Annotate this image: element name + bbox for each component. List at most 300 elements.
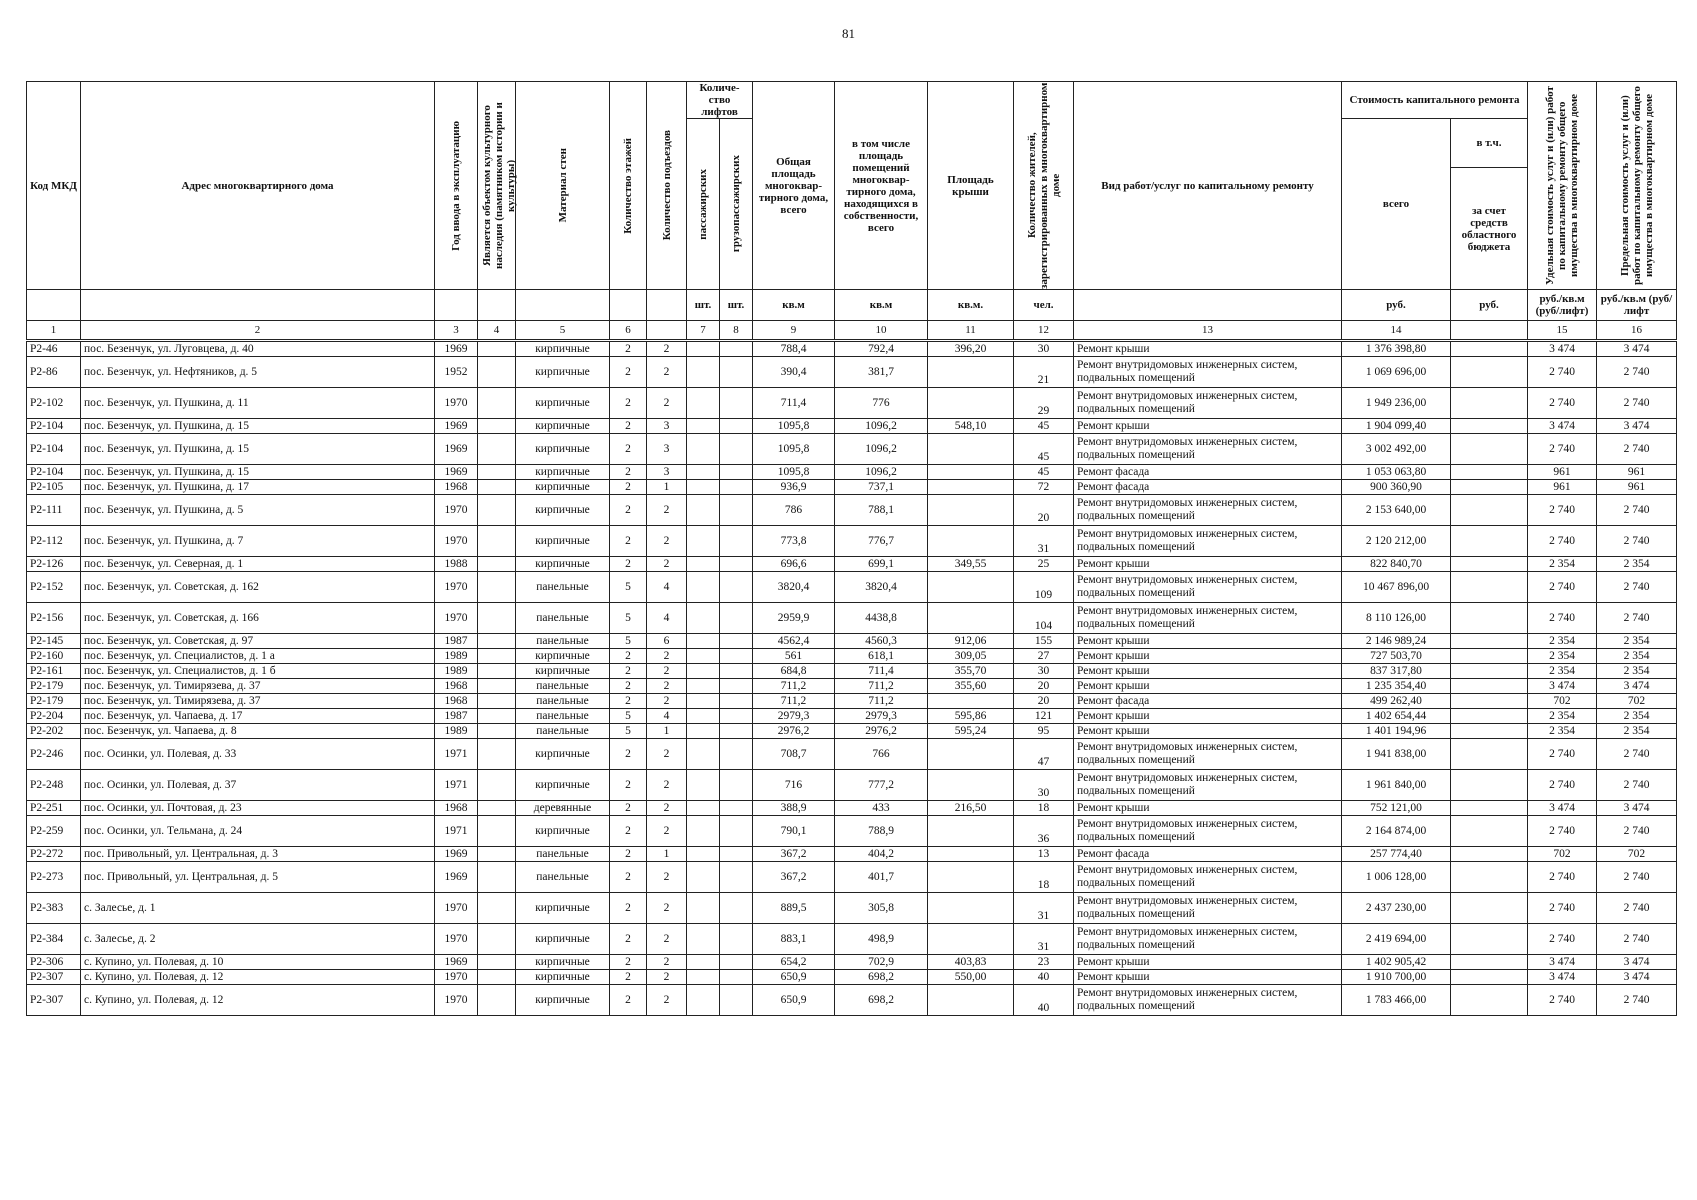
unit-area-owned: кв.м bbox=[835, 290, 928, 321]
cell-address: пос. Безенчук, ул. Специалистов, д. 1 б bbox=[81, 664, 435, 679]
cell-code: Р2-179 bbox=[27, 679, 81, 694]
cell-lifts-passenger bbox=[687, 664, 720, 679]
cell-cost-total: 2 146 989,24 bbox=[1342, 634, 1451, 649]
header-lifts-passenger-text: пассажирских bbox=[697, 168, 709, 240]
cell-heritage bbox=[478, 572, 516, 603]
cell-area-total: 654,2 bbox=[753, 955, 835, 970]
cell-limit-cost: 3 474 bbox=[1597, 679, 1677, 694]
cell-entrances: 2 bbox=[647, 341, 687, 357]
cell-address: пос. Безенчук, ул. Северная, д. 1 bbox=[81, 557, 435, 572]
cell-wall-material: кирпичные bbox=[516, 557, 610, 572]
cell-floors: 2 bbox=[610, 970, 647, 985]
cell-residents: 31 bbox=[1014, 893, 1074, 924]
header-year-text: Год ввода в эксплуатацию bbox=[450, 120, 462, 251]
cell-limit-cost: 2 740 bbox=[1597, 862, 1677, 893]
cell-year: 1970 bbox=[435, 572, 478, 603]
cell-wall-material: кирпичные bbox=[516, 434, 610, 465]
cell-floors: 2 bbox=[610, 847, 647, 862]
header-wall bbox=[516, 82, 610, 290]
header-floors bbox=[610, 82, 647, 290]
cell-lifts-passenger bbox=[687, 955, 720, 970]
cell-code: Р2-383 bbox=[27, 893, 81, 924]
cell-floors: 2 bbox=[610, 480, 647, 495]
table-row bbox=[27, 816, 1677, 847]
cell-area-owned: 3820,4 bbox=[835, 572, 928, 603]
header-address: Адрес многоквартирного дома bbox=[81, 82, 435, 290]
cell-entrances: 4 bbox=[647, 603, 687, 634]
cell-wall-material: кирпичные bbox=[516, 495, 610, 526]
cell-roof-area: 595,24 bbox=[928, 724, 1014, 739]
cell-entrances: 2 bbox=[647, 739, 687, 770]
header-lifts-passenger bbox=[687, 119, 720, 290]
cell-lifts-passenger bbox=[687, 341, 720, 357]
cell-unit-cost: 2 354 bbox=[1528, 709, 1597, 724]
header-lifts: Количе- ство лифтов bbox=[687, 82, 753, 119]
cell-work-type: Ремонт внутридомовых инженерных систем, подвальных помещений bbox=[1074, 526, 1342, 557]
cell-area-owned: 792,4 bbox=[835, 341, 928, 357]
cell-unit-cost: 2 740 bbox=[1528, 603, 1597, 634]
cell-lifts-cargo bbox=[720, 985, 753, 1016]
cell-heritage bbox=[478, 709, 516, 724]
cell-area-total: 1095,8 bbox=[753, 434, 835, 465]
cell-residents: 47 bbox=[1014, 739, 1074, 770]
cell-lifts-cargo bbox=[720, 970, 753, 985]
cell-residents: 25 bbox=[1014, 557, 1074, 572]
cell-address: пос. Безенчук, ул. Пушкина, д. 15 bbox=[81, 465, 435, 480]
table-row bbox=[27, 572, 1677, 603]
cell-cost-budget bbox=[1451, 893, 1528, 924]
cell-entrances: 2 bbox=[647, 664, 687, 679]
cell-roof-area bbox=[928, 465, 1014, 480]
cell-floors: 2 bbox=[610, 526, 647, 557]
cell-year: 1969 bbox=[435, 847, 478, 862]
cell-cost-budget bbox=[1451, 679, 1528, 694]
cell-roof-area bbox=[928, 480, 1014, 495]
cell-limit-cost: 2 354 bbox=[1597, 709, 1677, 724]
unit-code bbox=[27, 290, 81, 321]
cell-address: пос. Безенчук, ул. Нефтяников, д. 5 bbox=[81, 357, 435, 388]
cell-limit-cost: 2 740 bbox=[1597, 526, 1677, 557]
unit-area-total: кв.м bbox=[753, 290, 835, 321]
cell-limit-cost: 961 bbox=[1597, 465, 1677, 480]
cell-address: пос. Безенчук, ул. Специалистов, д. 1 а bbox=[81, 649, 435, 664]
cell-lifts-cargo bbox=[720, 847, 753, 862]
cell-address: пос. Безенчук, ул. Пушкина, д. 15 bbox=[81, 419, 435, 434]
cell-unit-cost: 961 bbox=[1528, 480, 1597, 495]
cell-limit-cost: 3 474 bbox=[1597, 801, 1677, 816]
cell-year: 1968 bbox=[435, 694, 478, 709]
cell-heritage bbox=[478, 557, 516, 572]
cell-address: пос. Безенчук, ул. Луговцева, д. 40 bbox=[81, 341, 435, 357]
cell-heritage bbox=[478, 649, 516, 664]
column-number: 5 bbox=[516, 321, 610, 341]
cell-cost-total: 499 262,40 bbox=[1342, 694, 1451, 709]
cell-year: 1970 bbox=[435, 924, 478, 955]
cell-limit-cost: 3 474 bbox=[1597, 341, 1677, 357]
cell-work-type: Ремонт внутридомовых инженерных систем, подвальных помещений bbox=[1074, 572, 1342, 603]
column-number bbox=[647, 321, 687, 341]
cell-area-owned: 1096,2 bbox=[835, 434, 928, 465]
cell-area-total: 696,6 bbox=[753, 557, 835, 572]
cell-unit-cost: 3 474 bbox=[1528, 801, 1597, 816]
cell-cost-total: 837 317,80 bbox=[1342, 664, 1451, 679]
cell-year: 1987 bbox=[435, 634, 478, 649]
header-work-type: Вид работ/услуг по капитальному ремонту bbox=[1074, 82, 1342, 290]
cell-heritage bbox=[478, 495, 516, 526]
cell-area-owned: 498,9 bbox=[835, 924, 928, 955]
capital-repair-table-wrap bbox=[26, 81, 1676, 1016]
cell-wall-material: панельные bbox=[516, 862, 610, 893]
cell-lifts-cargo bbox=[720, 557, 753, 572]
cell-lifts-cargo bbox=[720, 724, 753, 739]
cell-roof-area: 349,55 bbox=[928, 557, 1014, 572]
cell-area-total: 2959,9 bbox=[753, 603, 835, 634]
cell-entrances: 1 bbox=[647, 724, 687, 739]
cell-cost-total: 257 774,40 bbox=[1342, 847, 1451, 862]
cell-heritage bbox=[478, 634, 516, 649]
header-floors-text: Количество этажей bbox=[622, 137, 634, 234]
column-number: 15 bbox=[1528, 321, 1597, 341]
cell-lifts-passenger bbox=[687, 526, 720, 557]
column-number: 11 bbox=[928, 321, 1014, 341]
cell-lifts-passenger bbox=[687, 388, 720, 419]
cell-area-owned: 698,2 bbox=[835, 985, 928, 1016]
cell-cost-budget bbox=[1451, 649, 1528, 664]
cell-year: 1970 bbox=[435, 388, 478, 419]
cell-work-type: Ремонт внутридомовых инженерных систем, подвальных помещений bbox=[1074, 770, 1342, 801]
cell-address: пос. Безенчук, ул. Пушкина, д. 15 bbox=[81, 434, 435, 465]
cell-address: пос. Безенчук, ул. Пушкина, д. 7 bbox=[81, 526, 435, 557]
cell-heritage bbox=[478, 970, 516, 985]
cell-area-owned: 2979,3 bbox=[835, 709, 928, 724]
unit-cost-total: руб. bbox=[1342, 290, 1451, 321]
cell-year: 1969 bbox=[435, 465, 478, 480]
cell-year: 1952 bbox=[435, 357, 478, 388]
cell-area-owned: 788,1 bbox=[835, 495, 928, 526]
cell-code: Р2-251 bbox=[27, 801, 81, 816]
cell-roof-area bbox=[928, 862, 1014, 893]
cell-work-type: Ремонт внутридомовых инженерных систем, подвальных помещений bbox=[1074, 357, 1342, 388]
cell-cost-budget bbox=[1451, 572, 1528, 603]
cell-residents: 121 bbox=[1014, 709, 1074, 724]
cell-lifts-passenger bbox=[687, 357, 720, 388]
cell-area-total: 889,5 bbox=[753, 893, 835, 924]
cell-code: Р2-104 bbox=[27, 434, 81, 465]
cell-lifts-passenger bbox=[687, 724, 720, 739]
cell-work-type: Ремонт фасада bbox=[1074, 847, 1342, 862]
cell-work-type: Ремонт крыши bbox=[1074, 970, 1342, 985]
cell-cost-budget bbox=[1451, 847, 1528, 862]
cell-area-total: 367,2 bbox=[753, 847, 835, 862]
cell-unit-cost: 2 740 bbox=[1528, 893, 1597, 924]
cell-lifts-cargo bbox=[720, 388, 753, 419]
cell-unit-cost: 961 bbox=[1528, 465, 1597, 480]
header-area-total: Общая площадь многоквар- тирного дома, всего bbox=[753, 82, 835, 290]
cell-heritage bbox=[478, 480, 516, 495]
cell-address: пос. Безенчук, ул. Пушкина, д. 11 bbox=[81, 388, 435, 419]
cell-code: Р2-179 bbox=[27, 694, 81, 709]
cell-residents: 40 bbox=[1014, 970, 1074, 985]
capital-repair-table bbox=[26, 81, 1677, 1016]
cell-limit-cost: 2 740 bbox=[1597, 985, 1677, 1016]
cell-unit-cost: 2 740 bbox=[1528, 526, 1597, 557]
cell-cost-budget bbox=[1451, 557, 1528, 572]
cell-code: Р2-86 bbox=[27, 357, 81, 388]
cell-limit-cost: 2 740 bbox=[1597, 739, 1677, 770]
cell-floors: 2 bbox=[610, 664, 647, 679]
header-residents bbox=[1014, 82, 1074, 290]
cell-unit-cost: 3 474 bbox=[1528, 341, 1597, 357]
cell-code: Р2-273 bbox=[27, 862, 81, 893]
cell-lifts-passenger bbox=[687, 770, 720, 801]
header-entrances-text: Количество подъездов bbox=[660, 130, 673, 241]
cell-residents: 30 bbox=[1014, 770, 1074, 801]
cell-work-type: Ремонт крыши bbox=[1074, 679, 1342, 694]
cell-cost-total: 1 402 654,44 bbox=[1342, 709, 1451, 724]
cell-code: Р2-307 bbox=[27, 970, 81, 985]
cell-unit-cost: 2 354 bbox=[1528, 724, 1597, 739]
cell-wall-material: панельные bbox=[516, 603, 610, 634]
cell-roof-area bbox=[928, 572, 1014, 603]
unit-year bbox=[435, 290, 478, 321]
cell-heritage bbox=[478, 434, 516, 465]
cell-work-type: Ремонт фасада bbox=[1074, 480, 1342, 495]
cell-heritage bbox=[478, 893, 516, 924]
cell-area-owned: 776,7 bbox=[835, 526, 928, 557]
unit-roof-area: кв.м. bbox=[928, 290, 1014, 321]
header-roof-area: Площадь крыши bbox=[928, 82, 1014, 290]
cell-lifts-passenger bbox=[687, 739, 720, 770]
header-cost-budget: за счет средств областного бюджета bbox=[1461, 204, 1517, 253]
cell-year: 1989 bbox=[435, 649, 478, 664]
cell-unit-cost: 2 740 bbox=[1528, 924, 1597, 955]
cell-work-type: Ремонт внутридомовых инженерных систем, подвальных помещений bbox=[1074, 985, 1342, 1016]
cell-lifts-passenger bbox=[687, 603, 720, 634]
cell-lifts-cargo bbox=[720, 634, 753, 649]
table-row bbox=[27, 985, 1677, 1016]
cell-area-total: 716 bbox=[753, 770, 835, 801]
cell-cost-total: 727 503,70 bbox=[1342, 649, 1451, 664]
cell-lifts-cargo bbox=[720, 816, 753, 847]
cell-cost-total: 1 961 840,00 bbox=[1342, 770, 1451, 801]
unit-lifts-pass: шт. bbox=[687, 290, 720, 321]
cell-lifts-cargo bbox=[720, 679, 753, 694]
cell-code: Р2-202 bbox=[27, 724, 81, 739]
cell-area-owned: 1096,2 bbox=[835, 465, 928, 480]
header-cost-incl bbox=[1451, 119, 1528, 290]
cell-address: с. Залесье, д. 2 bbox=[81, 924, 435, 955]
cell-roof-area: 403,83 bbox=[928, 955, 1014, 970]
cell-entrances: 2 bbox=[647, 985, 687, 1016]
cell-cost-budget bbox=[1451, 341, 1528, 357]
column-number: 12 bbox=[1014, 321, 1074, 341]
cell-lifts-cargo bbox=[720, 526, 753, 557]
cell-lifts-passenger bbox=[687, 985, 720, 1016]
cell-cost-total: 1 006 128,00 bbox=[1342, 862, 1451, 893]
column-number: 6 bbox=[610, 321, 647, 341]
cell-floors: 2 bbox=[610, 419, 647, 434]
cell-lifts-passenger bbox=[687, 816, 720, 847]
cell-cost-budget bbox=[1451, 357, 1528, 388]
cell-residents: 31 bbox=[1014, 924, 1074, 955]
header-heritage bbox=[478, 82, 516, 290]
cell-wall-material: кирпичные bbox=[516, 526, 610, 557]
cell-area-owned: 618,1 bbox=[835, 649, 928, 664]
table-row bbox=[27, 739, 1677, 770]
cell-entrances: 1 bbox=[647, 847, 687, 862]
cell-area-total: 390,4 bbox=[753, 357, 835, 388]
cell-cost-total: 2 437 230,00 bbox=[1342, 893, 1451, 924]
cell-work-type: Ремонт крыши bbox=[1074, 724, 1342, 739]
cell-floors: 2 bbox=[610, 694, 647, 709]
cell-heritage bbox=[478, 526, 516, 557]
cell-unit-cost: 702 bbox=[1528, 847, 1597, 862]
cell-floors: 2 bbox=[610, 862, 647, 893]
header-entrances bbox=[647, 82, 687, 290]
cell-heritage bbox=[478, 679, 516, 694]
cell-limit-cost: 2 740 bbox=[1597, 495, 1677, 526]
cell-work-type: Ремонт внутридомовых инженерных систем, подвальных помещений bbox=[1074, 739, 1342, 770]
cell-area-total: 711,2 bbox=[753, 679, 835, 694]
cell-unit-cost: 3 474 bbox=[1528, 419, 1597, 434]
cell-lifts-passenger bbox=[687, 893, 720, 924]
cell-area-total: 650,9 bbox=[753, 970, 835, 985]
header-unit-cost bbox=[1528, 82, 1597, 290]
cell-floors: 2 bbox=[610, 985, 647, 1016]
cell-code: Р2-112 bbox=[27, 526, 81, 557]
cell-address: с. Купино, ул. Полевая, д. 10 bbox=[81, 955, 435, 970]
cell-work-type: Ремонт крыши bbox=[1074, 955, 1342, 970]
cell-lifts-passenger bbox=[687, 557, 720, 572]
header-cost-total: всего bbox=[1342, 119, 1451, 290]
cell-code: Р2-104 bbox=[27, 419, 81, 434]
cell-cost-total: 2 419 694,00 bbox=[1342, 924, 1451, 955]
cell-area-owned: 776 bbox=[835, 388, 928, 419]
cell-lifts-cargo bbox=[720, 709, 753, 724]
cell-area-total: 3820,4 bbox=[753, 572, 835, 603]
cell-wall-material: кирпичные bbox=[516, 893, 610, 924]
cell-limit-cost: 2 354 bbox=[1597, 664, 1677, 679]
cell-area-total: 773,8 bbox=[753, 526, 835, 557]
cell-year: 1970 bbox=[435, 495, 478, 526]
table-row bbox=[27, 388, 1677, 419]
cell-year: 1970 bbox=[435, 893, 478, 924]
cell-code: Р2-161 bbox=[27, 664, 81, 679]
cell-entrances: 2 bbox=[647, 495, 687, 526]
cell-area-owned: 404,2 bbox=[835, 847, 928, 862]
cell-cost-budget bbox=[1451, 388, 1528, 419]
cell-address: пос. Безенчук, ул. Пушкина, д. 17 bbox=[81, 480, 435, 495]
cell-wall-material: панельные bbox=[516, 709, 610, 724]
cell-address: пос. Безенчук, ул. Чапаева, д. 17 bbox=[81, 709, 435, 724]
header-cost-incl-label: в т.ч. bbox=[1451, 119, 1527, 168]
column-number: 8 bbox=[720, 321, 753, 341]
cell-code: Р2-46 bbox=[27, 341, 81, 357]
cell-cost-total: 752 121,00 bbox=[1342, 801, 1451, 816]
cell-year: 1968 bbox=[435, 679, 478, 694]
cell-area-total: 790,1 bbox=[753, 816, 835, 847]
cell-code: Р2-152 bbox=[27, 572, 81, 603]
cell-cost-total: 1 904 099,40 bbox=[1342, 419, 1451, 434]
cell-lifts-passenger bbox=[687, 679, 720, 694]
header-code: Код МКД bbox=[27, 82, 81, 290]
cell-work-type: Ремонт крыши bbox=[1074, 649, 1342, 664]
cell-floors: 2 bbox=[610, 465, 647, 480]
cell-unit-cost: 2 740 bbox=[1528, 770, 1597, 801]
header-lifts-cargo-text: грузопассажирских bbox=[730, 155, 742, 253]
cell-lifts-passenger bbox=[687, 495, 720, 526]
cell-area-owned: 777,2 bbox=[835, 770, 928, 801]
cell-residents: 104 bbox=[1014, 603, 1074, 634]
cell-limit-cost: 2 740 bbox=[1597, 893, 1677, 924]
header-year bbox=[435, 82, 478, 290]
cell-work-type: Ремонт внутридомовых инженерных систем, подвальных помещений bbox=[1074, 816, 1342, 847]
cell-floors: 2 bbox=[610, 679, 647, 694]
cell-unit-cost: 2 354 bbox=[1528, 557, 1597, 572]
cell-area-owned: 4438,8 bbox=[835, 603, 928, 634]
cell-lifts-cargo bbox=[720, 649, 753, 664]
cell-roof-area: 355,60 bbox=[928, 679, 1014, 694]
cell-limit-cost: 3 474 bbox=[1597, 970, 1677, 985]
cell-heritage bbox=[478, 388, 516, 419]
cell-entrances: 2 bbox=[647, 694, 687, 709]
cell-wall-material: кирпичные bbox=[516, 739, 610, 770]
cell-year: 1968 bbox=[435, 801, 478, 816]
cell-residents: 30 bbox=[1014, 664, 1074, 679]
cell-limit-cost: 2 740 bbox=[1597, 434, 1677, 465]
cell-unit-cost: 3 474 bbox=[1528, 679, 1597, 694]
cell-year: 1969 bbox=[435, 341, 478, 357]
cell-wall-material: кирпичные bbox=[516, 357, 610, 388]
cell-residents: 20 bbox=[1014, 694, 1074, 709]
cell-area-owned: 711,4 bbox=[835, 664, 928, 679]
cell-cost-budget bbox=[1451, 664, 1528, 679]
cell-area-total: 367,2 bbox=[753, 862, 835, 893]
cell-area-total: 2979,3 bbox=[753, 709, 835, 724]
cell-cost-total: 1 941 838,00 bbox=[1342, 739, 1451, 770]
cell-work-type: Ремонт внутридомовых инженерных систем, подвальных помещений bbox=[1074, 434, 1342, 465]
cell-unit-cost: 702 bbox=[1528, 694, 1597, 709]
cell-cost-total: 2 153 640,00 bbox=[1342, 495, 1451, 526]
cell-limit-cost: 3 474 bbox=[1597, 419, 1677, 434]
cell-year: 1987 bbox=[435, 709, 478, 724]
cell-roof-area: 548,10 bbox=[928, 419, 1014, 434]
cell-wall-material: кирпичные bbox=[516, 341, 610, 357]
cell-entrances: 2 bbox=[647, 649, 687, 664]
cell-wall-material: панельные bbox=[516, 679, 610, 694]
cell-floors: 5 bbox=[610, 572, 647, 603]
cell-residents: 18 bbox=[1014, 801, 1074, 816]
cell-limit-cost: 2 740 bbox=[1597, 357, 1677, 388]
cell-cost-budget bbox=[1451, 434, 1528, 465]
column-number: 1 bbox=[27, 321, 81, 341]
cell-area-owned: 702,9 bbox=[835, 955, 928, 970]
cell-year: 1969 bbox=[435, 955, 478, 970]
cell-lifts-cargo bbox=[720, 694, 753, 709]
cell-wall-material: панельные bbox=[516, 724, 610, 739]
column-number: 10 bbox=[835, 321, 928, 341]
table-row bbox=[27, 970, 1677, 985]
cell-floors: 2 bbox=[610, 893, 647, 924]
cell-lifts-cargo bbox=[720, 862, 753, 893]
cell-cost-total: 3 002 492,00 bbox=[1342, 434, 1451, 465]
cell-limit-cost: 2 354 bbox=[1597, 649, 1677, 664]
cell-code: Р2-160 bbox=[27, 649, 81, 664]
cell-area-owned: 699,1 bbox=[835, 557, 928, 572]
cell-residents: 29 bbox=[1014, 388, 1074, 419]
cell-lifts-cargo bbox=[720, 357, 753, 388]
header-residents-text: Количество жителей, зарегистрированных в многоквартирном доме bbox=[1025, 82, 1062, 289]
